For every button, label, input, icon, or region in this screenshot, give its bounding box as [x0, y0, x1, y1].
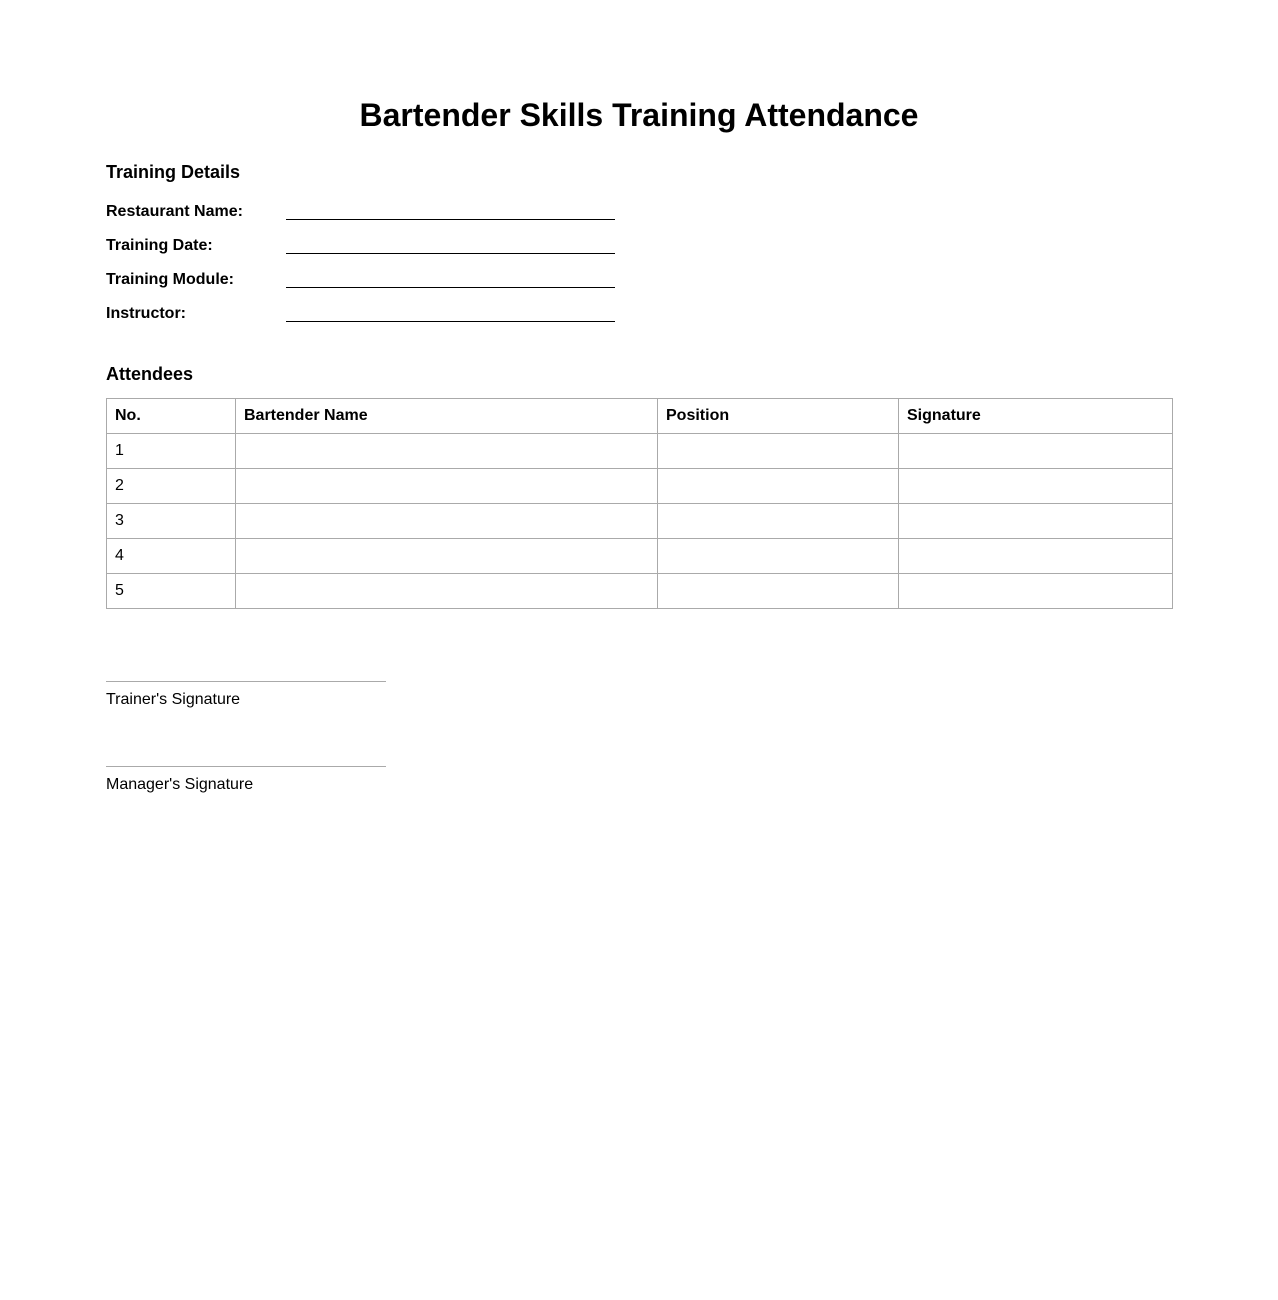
column-header-signature: Signature [899, 399, 1173, 434]
column-header-bartender-name: Bartender Name [236, 399, 658, 434]
table-row [107, 504, 1173, 539]
trainer-signature-line[interactable] [106, 681, 386, 682]
trainer-signature-label: Trainer's Signature [106, 691, 241, 708]
position-cell[interactable] [658, 539, 899, 574]
signature-cell[interactable] [899, 469, 1173, 504]
bartender-name-cell[interactable] [236, 504, 658, 539]
signature-cell[interactable] [899, 504, 1173, 539]
manager-signature-block [106, 766, 386, 795]
field-label: Restaurant Name: [106, 203, 243, 220]
bartender-name-cell[interactable] [236, 539, 658, 574]
trainer-signature-block [106, 681, 386, 710]
page-title: Bartender Skills Training Attendance [359, 97, 919, 133]
bartender-name-cell[interactable] [236, 434, 658, 469]
position-cell[interactable] [658, 504, 899, 539]
field-label: Training Date: [106, 237, 213, 254]
row-number: 3 [107, 504, 236, 539]
bartender-name-cell[interactable] [236, 469, 658, 504]
row-number: 2 [107, 469, 236, 504]
training-details-heading: Training Details [106, 162, 241, 182]
column-header-no: No. [107, 399, 236, 434]
row-number: 5 [107, 574, 236, 609]
table-header-row [107, 399, 1173, 434]
field-label: Instructor: [106, 305, 186, 322]
bartender-name-cell[interactable] [236, 574, 658, 609]
row-number: 4 [107, 539, 236, 574]
training-module-input-line[interactable] [286, 287, 615, 288]
manager-signature-label: Manager's Signature [106, 776, 254, 793]
training-module-field[interactable] [106, 270, 626, 290]
table-row [107, 539, 1173, 574]
table-row [107, 469, 1173, 504]
position-cell[interactable] [658, 434, 899, 469]
restaurant-name-input-line[interactable] [286, 219, 615, 220]
table-row [107, 574, 1173, 609]
instructor-input-line[interactable] [286, 321, 615, 322]
training-date-input-line[interactable] [286, 253, 615, 254]
attendees-table [106, 398, 1173, 609]
position-cell[interactable] [658, 469, 899, 504]
manager-signature-line[interactable] [106, 766, 386, 767]
field-label: Training Module: [106, 271, 234, 288]
signature-cell[interactable] [899, 539, 1173, 574]
table-row [107, 434, 1173, 469]
training-date-field[interactable] [106, 236, 626, 256]
position-cell[interactable] [658, 574, 899, 609]
signature-cell[interactable] [899, 434, 1173, 469]
signature-cell[interactable] [899, 574, 1173, 609]
attendees-heading: Attendees [106, 364, 194, 384]
instructor-field[interactable] [106, 304, 626, 324]
restaurant-name-field[interactable] [106, 202, 626, 222]
column-header-position: Position [658, 399, 899, 434]
row-number: 1 [107, 434, 236, 469]
